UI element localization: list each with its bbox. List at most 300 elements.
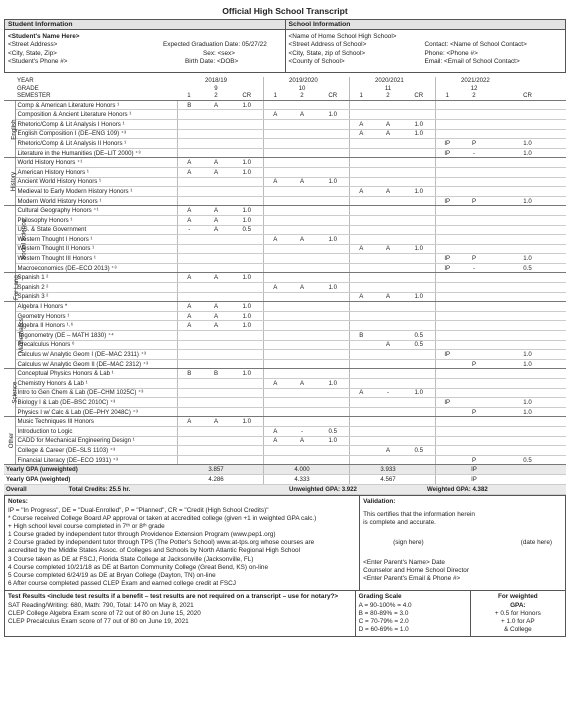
grade-cell: A: [287, 283, 317, 293]
grade-cell: [287, 244, 317, 254]
credit-cell: [489, 167, 566, 177]
credit-cell: [231, 379, 263, 389]
credit-cell: [317, 311, 349, 321]
credit-cell: [489, 119, 566, 129]
grade-cell: [201, 292, 231, 302]
grade-cell: [201, 446, 231, 456]
gpa-summary: [4, 465, 566, 495]
credit-cell: [231, 187, 263, 197]
credit-cell: [231, 407, 263, 417]
note-line: + High school level course completed in 7ᵗʰ or 8ᵗʰ grade: [8, 522, 165, 530]
credit-cell: [317, 292, 349, 302]
overall-weighted-gpa: Weighted GPA: 4.382: [403, 485, 566, 495]
grade-cell: [349, 321, 373, 331]
test-result: SAT Reading/Writing: 680, Math: 790, Total: 1470 on May 8, 2021: [8, 601, 194, 609]
grade-cell: [373, 426, 403, 436]
course-name: Rhetoric/Comp & Lit Analysis I Honors ¹: [15, 119, 177, 129]
grade-cell: [177, 331, 201, 341]
course-name: Western Thought I Honors ¹: [15, 235, 177, 245]
grade-cell: [263, 388, 287, 398]
grade-cell: [177, 292, 201, 302]
grade-cell: A: [177, 273, 201, 283]
grade-cell: [459, 167, 489, 177]
grade-scale-line: A = 90-100% = 4.0: [358, 601, 412, 609]
credit-cell: 0.5: [489, 455, 566, 465]
grade-cell: B: [349, 331, 373, 341]
grade-cell: [373, 225, 403, 235]
grade-cell: B: [177, 369, 201, 379]
weighted-note-line: + 1.0 for AP: [501, 617, 535, 625]
grade-cell: [459, 283, 489, 293]
grade-cell: [435, 302, 459, 312]
grade-cell: [435, 292, 459, 302]
grade-cell: [349, 158, 373, 168]
grade-cell: [263, 350, 287, 360]
course-row: [4, 311, 566, 321]
credit-cell: 1.0: [403, 119, 435, 129]
grade-cell: [177, 283, 201, 293]
grade-cell: [177, 436, 201, 446]
credit-cell: [317, 196, 349, 206]
grade-cell: [177, 359, 201, 369]
grade-cell: [373, 215, 403, 225]
credit-cell: 1.0: [231, 417, 263, 427]
note-line: 1 Course graded by independent tutor through Providence Extension Program (www.pep1.org): [8, 531, 276, 539]
note-line: 5 Course completed 6/24/19 as DE at Bryan College (Dayton, TN) on-line: [8, 572, 216, 580]
category-label: Mathematics: [17, 317, 25, 353]
grade-cell: [201, 263, 231, 273]
grade-cell: [287, 148, 317, 158]
note-line: IP = "In Progress", DE = "Dual-Enrolled", P = "Planned", CR = "Credit (High School Credits)": [8, 506, 269, 514]
credit-cell: [317, 398, 349, 408]
school-email: Email: <Email of School Contact>: [424, 58, 520, 66]
grade-cell: P: [459, 254, 489, 264]
credit-cell: 1.0: [489, 407, 566, 417]
tests-section: [4, 591, 566, 637]
credit-cell: [489, 292, 566, 302]
grade-cell: [459, 436, 489, 446]
grade-cell: [373, 167, 403, 177]
weighted-gpa-3: 4.567: [373, 475, 403, 485]
grade-cell: [287, 129, 317, 139]
grade-cell: [201, 359, 231, 369]
credit-cell: 1.0: [231, 215, 263, 225]
grade-cell: [287, 292, 317, 302]
credit-cell: [403, 148, 435, 158]
grade-cell: [201, 340, 231, 350]
grade-cell: B: [201, 369, 231, 379]
grade-cell: A: [201, 321, 231, 331]
course-name: Trigonometry (DE – MATH 1830) ⁺⁴: [15, 331, 177, 341]
credit-cell: [403, 398, 435, 408]
validation-section: [360, 496, 565, 590]
course-row: [4, 139, 566, 149]
unweighted-gpa-3: 3.933: [373, 465, 403, 475]
grade-cell: [177, 446, 201, 456]
grade-cell: [287, 398, 317, 408]
grade-cell: [373, 407, 403, 417]
grade-cell: [177, 379, 201, 389]
grade-cell: A: [201, 206, 231, 216]
course-name: Spanish 1 ²: [15, 273, 177, 283]
grade-cell: [373, 455, 403, 465]
grade-cell: [349, 196, 373, 206]
test-results-header: Test Results <include test results if a benefit – test results are not required on a transcript – use for notary?>: [8, 593, 339, 601]
grade-cell: [349, 436, 373, 446]
grade-cell: [287, 311, 317, 321]
course-name: U.S. & State Government: [15, 225, 177, 235]
grade-cell: [201, 331, 231, 341]
credit-cell: [317, 100, 349, 110]
school-info: [286, 20, 566, 72]
grade-cell: [287, 119, 317, 129]
course-name: Philosophy Honors ¹: [15, 215, 177, 225]
credit-cell: [489, 446, 566, 456]
school-county: <County of School>: [288, 58, 345, 66]
grade-cell: [263, 273, 287, 283]
grade-cell: [435, 158, 459, 168]
course-row: [4, 235, 566, 245]
grade-cell: [263, 407, 287, 417]
note-line: 3 Course taken as DE at FSCJ, Florida State College at Jacksonville (Jacksonville, FL): [8, 555, 254, 563]
grade-cell: [201, 388, 231, 398]
grade-cell: [177, 340, 201, 350]
credit-cell: 1.0: [403, 187, 435, 197]
credit-cell: [231, 398, 263, 408]
parent-contact: <Enter Parent's Email & Phone #>: [363, 575, 461, 583]
student-phone: <Student's Phone #>: [8, 58, 68, 66]
grade-cell: [263, 215, 287, 225]
course-name: Intro to Gen Chem & Lab (DE–CHM 1025C) ⁺³: [15, 388, 177, 398]
course-name: CADD for Mechanical Engineering Design ¹: [15, 436, 177, 446]
school-contact-block: [425, 41, 527, 66]
credit-cell: 0.5: [403, 340, 435, 350]
grade-cell: IP: [435, 148, 459, 158]
credit-cell: [489, 369, 566, 379]
credit-cell: [317, 263, 349, 273]
grade-cell: [201, 129, 231, 139]
grade-cell: [177, 455, 201, 465]
signature-field[interactable]: (sign here): [393, 538, 424, 546]
grade-cell: [287, 273, 317, 283]
grade-cell: [373, 263, 403, 273]
course-name: Comp & American Literature Honors ¹: [15, 100, 177, 110]
grade-cell: [373, 100, 403, 110]
course-name: Cultural Geography Honors ⁺¹: [15, 206, 177, 216]
course-row: [4, 254, 566, 264]
grade-cell: [287, 196, 317, 206]
grade-cell: [373, 369, 403, 379]
grade-cell: [435, 388, 459, 398]
grade-cell: [201, 177, 231, 187]
credit-cell: [317, 187, 349, 197]
grade-cell: [263, 417, 287, 427]
credit-cell: [489, 244, 566, 254]
grade-cell: [459, 302, 489, 312]
grade-cell: [287, 417, 317, 427]
grade-cell: [349, 263, 373, 273]
grade-cell: [349, 369, 373, 379]
sem-1: 1: [263, 92, 287, 100]
credit-cell: [403, 139, 435, 149]
grade-cell: [349, 426, 373, 436]
sem-2: 2: [287, 92, 317, 100]
grade-cell: [349, 398, 373, 408]
credit-cell: [403, 350, 435, 360]
grade-cell: [201, 196, 231, 206]
grade-cell: A: [287, 379, 317, 389]
grade-cell: A: [177, 215, 201, 225]
grade-cell: [349, 177, 373, 187]
credit-cell: [317, 119, 349, 129]
category-label: English: [10, 118, 18, 140]
grade-cell: [373, 302, 403, 312]
grade-cell: P: [459, 359, 489, 369]
grade-cell: -: [373, 388, 403, 398]
category-label: For Lang: [12, 274, 20, 300]
credit-cell: [231, 263, 263, 273]
credit-cell: 1.0: [231, 302, 263, 312]
course-row: [4, 206, 566, 216]
grade-cell: [459, 119, 489, 129]
grade-cell: A: [201, 225, 231, 235]
weighted-note-line: & College: [503, 626, 532, 634]
grade-cell: [435, 215, 459, 225]
grade-cell: [459, 292, 489, 302]
grade-cell: [435, 273, 459, 283]
grade-cell: A: [373, 119, 403, 129]
credit-cell: [231, 446, 263, 456]
credit-cell: [403, 436, 435, 446]
grade-cell: [373, 311, 403, 321]
credit-cell: [231, 235, 263, 245]
credit-cell: [231, 177, 263, 187]
credit-cell: [317, 302, 349, 312]
credit-cell: [489, 331, 566, 341]
credit-cell: [489, 187, 566, 197]
credit-cell: [317, 417, 349, 427]
credit-cell: [231, 388, 263, 398]
grade-cell: [177, 350, 201, 360]
grade-cell: [287, 187, 317, 197]
credit-cell: [231, 139, 263, 149]
cr-label: CR: [231, 92, 263, 100]
course-row: [4, 340, 566, 350]
course-row: [4, 379, 566, 389]
grade-cell: [201, 244, 231, 254]
sem-2: 2: [201, 92, 231, 100]
grade-cell: [287, 331, 317, 341]
grade-cell: [263, 167, 287, 177]
credit-cell: [231, 455, 263, 465]
grade-cell: [373, 177, 403, 187]
credit-cell: 1.0: [231, 158, 263, 168]
credit-cell: [489, 311, 566, 321]
course-row: [4, 350, 566, 360]
course-row: [4, 426, 566, 436]
credit-cell: [403, 407, 435, 417]
grade-cell: [435, 340, 459, 350]
credit-cell: [403, 110, 435, 120]
grade-cell: [287, 359, 317, 369]
grade-cell: [373, 158, 403, 168]
grade-cell: [263, 158, 287, 168]
grade-cell: [349, 167, 373, 177]
grade-cell: [435, 100, 459, 110]
grade-cell: [201, 119, 231, 129]
grade-cell: [177, 263, 201, 273]
grade-cell: [349, 273, 373, 283]
credit-cell: [489, 321, 566, 331]
grade-cell: [459, 369, 489, 379]
table-header: [4, 77, 566, 100]
year-4: 2021/2022: [461, 77, 490, 84]
credit-cell: 1.0: [231, 321, 263, 331]
grade-cell: IP: [435, 263, 459, 273]
grade-cell: A: [373, 187, 403, 197]
student-meta: [163, 41, 267, 66]
credit-cell: [489, 273, 566, 283]
grade-cell: P: [459, 139, 489, 149]
parent-role: Counselor and Home School Director: [363, 567, 469, 575]
grade-cell: A: [177, 206, 201, 216]
grade-cell: [287, 254, 317, 264]
student-city: <City, State, Zip>: [8, 49, 57, 57]
course-name: Medieval to Early Modern History Honors ¹: [15, 187, 177, 197]
semester-label: SEMESTER: [15, 92, 177, 100]
student-info-header: Student Information: [5, 20, 285, 30]
grade-cell: [263, 292, 287, 302]
course-name: Modern World History Honors ¹: [15, 196, 177, 206]
course-row: [4, 263, 566, 273]
grade-cell: [435, 311, 459, 321]
test-result: CLEP Precalculus Exam score of 77 out of 80 on June 19, 2021: [8, 617, 189, 625]
grade-cell: [459, 321, 489, 331]
course-name: Ancient World History Honors ¹: [15, 177, 177, 187]
credit-cell: [489, 436, 566, 446]
credit-cell: 1.0: [231, 100, 263, 110]
category-label: History: [10, 172, 18, 192]
credit-cell: [403, 225, 435, 235]
grade-cell: -: [459, 148, 489, 158]
grade-cell: [201, 254, 231, 264]
grade-cell: [459, 340, 489, 350]
unweighted-gpa-4: IP: [459, 465, 489, 475]
grade-cell: [373, 283, 403, 293]
validation-text-2: is complete and accurate.: [363, 518, 436, 526]
grade-cell: [435, 129, 459, 139]
credit-cell: [317, 225, 349, 235]
course-row: [4, 110, 566, 120]
credit-cell: [489, 129, 566, 139]
credit-cell: [231, 110, 263, 120]
date-field[interactable]: (date here): [520, 538, 552, 546]
grade-cell: [349, 417, 373, 427]
grade-cell: [435, 426, 459, 436]
grade-cell: [263, 244, 287, 254]
grade-cell: [373, 148, 403, 158]
grade-cell: A: [349, 119, 373, 129]
grade-cell: [201, 398, 231, 408]
grade-cell: A: [287, 235, 317, 245]
grade-cell: [287, 455, 317, 465]
course-row: [4, 359, 566, 369]
grade-cell: [459, 398, 489, 408]
grade-cell: [435, 187, 459, 197]
weighted-gpa-label: Yearly GPA (weighted): [4, 475, 177, 485]
grade-cell: [373, 398, 403, 408]
unweighted-gpa-2: 4.000: [287, 465, 317, 475]
grade-cell: -: [459, 263, 489, 273]
credit-cell: [231, 244, 263, 254]
course-row: [4, 455, 566, 465]
course-name: Macroeconomics (DE–ECO 2013) ⁺³: [15, 263, 177, 273]
grade-cell: A: [263, 283, 287, 293]
grade-cell: A: [373, 446, 403, 456]
grade-cell: [435, 321, 459, 331]
credit-cell: 1.0: [489, 398, 566, 408]
grade-cell: [459, 311, 489, 321]
grade-cell: A: [349, 388, 373, 398]
grade-cell: [177, 139, 201, 149]
credit-cell: [317, 446, 349, 456]
credit-cell: 1.0: [489, 254, 566, 264]
credit-cell: [317, 340, 349, 350]
grade-cell: [349, 254, 373, 264]
credit-cell: 1.0: [317, 177, 349, 187]
credit-cell: [403, 417, 435, 427]
course-row: [4, 302, 566, 312]
course-row: [4, 100, 566, 110]
grade-cell: [373, 379, 403, 389]
credit-cell: [317, 129, 349, 139]
grade-cell: A: [201, 158, 231, 168]
grade-cell: [201, 379, 231, 389]
year-2: 2019/2020: [289, 77, 318, 84]
grade-cell: [349, 379, 373, 389]
grade-cell: [177, 398, 201, 408]
grade-scale-line: D = 60-69% = 1.0: [358, 626, 409, 634]
grade-cell: A: [287, 177, 317, 187]
credit-cell: 0.5: [403, 331, 435, 341]
grade-cell: [459, 177, 489, 187]
grade-cell: [459, 388, 489, 398]
credit-cell: [403, 455, 435, 465]
note-line: 4 Course completed 10/21/18 as DE at Barton Community College (Great Bend, KS) on-line: [8, 563, 269, 571]
credit-cell: [317, 254, 349, 264]
validation-header: Validation:: [363, 498, 396, 506]
credit-cell: 1.0: [403, 129, 435, 139]
grade-cell: A: [349, 292, 373, 302]
grade-cell: [263, 119, 287, 129]
grade-cell: [435, 407, 459, 417]
notes-section: [5, 496, 360, 590]
overall-label: Overall: [6, 486, 27, 494]
course-name: Chemistry Honors & Lab ¹: [15, 379, 177, 389]
sem-2: 2: [459, 92, 489, 100]
grade-cell: A: [201, 273, 231, 283]
grade-cell: [349, 235, 373, 245]
grade-cell: [459, 187, 489, 197]
credit-cell: [317, 139, 349, 149]
grade-cell: [349, 110, 373, 120]
credit-cell: 1.0: [403, 388, 435, 398]
grade-cell: [459, 100, 489, 110]
grade-cell: [177, 196, 201, 206]
grade-cell: [459, 331, 489, 341]
grade-cell: [177, 254, 201, 264]
school-city: <City, State, zip of School>: [288, 49, 366, 57]
